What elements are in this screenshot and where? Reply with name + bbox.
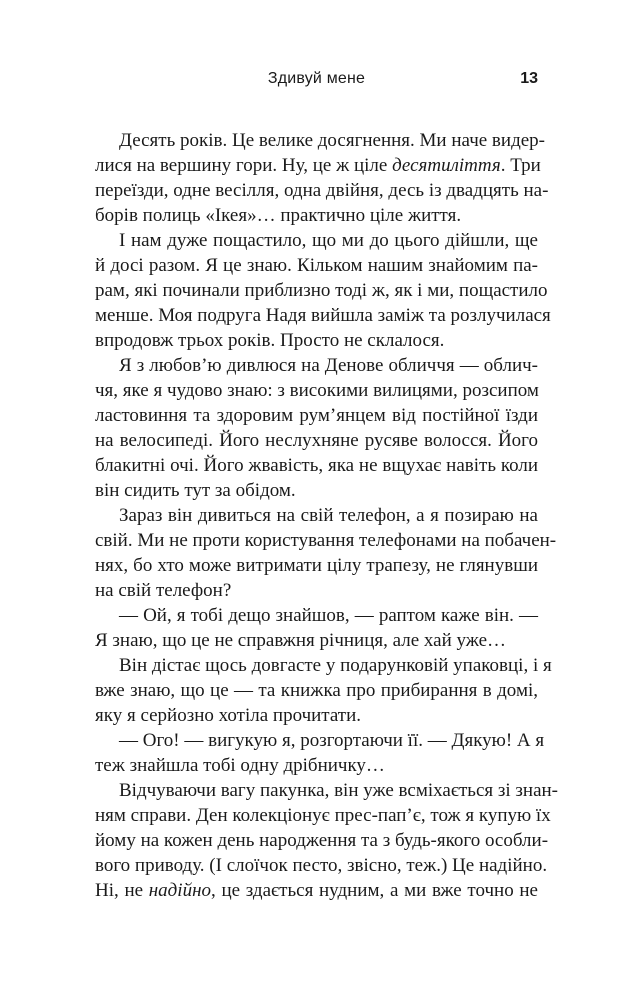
text-segment: , це здається нудним, а ми вже точно не xyxy=(211,880,538,901)
text-segment: переїзди, одне весілля, одна двійня, десь із двадцять на- xyxy=(95,180,549,201)
text-segment: на свій телефон? xyxy=(95,580,232,601)
text-segment: — Ого! — вигукую я, розгортаючи її. — Дякую! А я xyxy=(119,730,545,751)
text-line xyxy=(95,703,538,728)
text-line xyxy=(95,228,538,253)
text-line xyxy=(95,878,538,903)
text-segment: йому на кожен день народження та з будь-якого особли- xyxy=(95,830,549,851)
text-line xyxy=(95,628,538,653)
text-segment: яку я серйозно хотіла прочитати. xyxy=(95,705,361,726)
text-line xyxy=(95,828,549,853)
text-segment: він сидить тут за обідом. xyxy=(95,480,296,501)
text-line xyxy=(95,278,548,303)
text-line xyxy=(95,128,545,153)
text-segment: й досі разом. Я це знаю. Кільком нашим знайомим па- xyxy=(95,255,538,276)
text-line xyxy=(95,553,538,578)
text-line xyxy=(95,178,549,203)
text-line xyxy=(95,778,559,803)
text-segment: вже знаю, що це — та книжка про прибирання в домі, xyxy=(95,680,538,701)
text-segment: лися на вершину гори. Ну, це ж ціле xyxy=(95,155,393,176)
text-segment: Я знаю, що це не справжня річниця, але хай уже… xyxy=(95,630,507,651)
text-line xyxy=(95,653,552,678)
text-line xyxy=(95,428,538,453)
text-segment: борів полиць «Ікея»… практично ціле життя. xyxy=(95,205,462,226)
text-segment: Десять років. Це велике досягнення. Ми наче видер- xyxy=(119,130,545,151)
text-line xyxy=(95,353,538,378)
text-segment: теж знайшла тобі одну дрібничку… xyxy=(95,755,385,776)
page-number: 13 xyxy=(520,70,538,87)
text-segment: — Ой, я тобі дещо знайшов, — раптом каже він. — xyxy=(119,605,538,626)
text-line xyxy=(95,728,545,753)
text-segment: на велосипеді. Його неслухняне русяве волосся. Його xyxy=(95,430,538,451)
text-segment: рам, які починали приблизно тоді ж, як і ми, пощастило xyxy=(95,280,548,301)
text-line xyxy=(95,303,551,328)
text-segment: Я з любов’ю дивлюся на Денове обличчя — облич- xyxy=(119,355,538,376)
page-header xyxy=(95,70,538,94)
text-segment: нях, бо хто може витримати цілу трапезу, не глянувши xyxy=(95,555,538,576)
text-line xyxy=(95,678,538,703)
text-line xyxy=(95,328,538,353)
text-line xyxy=(95,453,538,478)
text-segment: ластовиння та здоровим рум’янцем від постійної їзди xyxy=(95,405,538,426)
text-line xyxy=(95,378,538,403)
text-line xyxy=(95,203,538,228)
text-segment: Зараз він дивиться на свій телефон, а я позираю на xyxy=(119,505,538,526)
text-line xyxy=(95,753,538,778)
text-segment: менше. Моя подруга Надя вийшла заміж та розлучилася xyxy=(95,305,551,326)
running-title: Здивуй мене xyxy=(267,70,366,87)
body-text xyxy=(95,128,559,903)
text-segment: ням справи. Ден колекціонує прес-пап’є, тож я купую їх xyxy=(95,805,551,826)
text-segment: . Три xyxy=(500,155,541,176)
text-segment: впродовж трьох років. Просто не склалося. xyxy=(95,330,445,351)
text-line xyxy=(95,403,538,428)
text-segment: Він дістає щось довгасте у подарунковій упаковці, і я xyxy=(119,655,552,676)
text-segment: Відчуваючи вагу пакунка, він уже всміхається зі знан- xyxy=(119,780,559,801)
emphasis-text: десятиліття xyxy=(392,155,501,176)
emphasis-text: надійно xyxy=(148,880,211,901)
text-line xyxy=(95,503,538,528)
text-line xyxy=(95,253,538,278)
text-line xyxy=(95,803,551,828)
text-segment: свій. Ми не проти користування телефонами на побачен- xyxy=(95,530,557,551)
text-segment: блакитні очі. Його жвавість, яка не вщухає навіть коли xyxy=(95,455,538,476)
text-line xyxy=(95,603,538,628)
text-segment: І нам дуже пощастило, що ми до цього дійшли, ще xyxy=(119,230,538,251)
text-segment: вого приводу. (І слоїчок песто, звісно, теж.) Це надійно. xyxy=(95,855,548,876)
text-segment: Ні, не xyxy=(95,880,149,901)
text-line xyxy=(95,853,548,878)
text-line xyxy=(95,153,541,178)
text-line xyxy=(95,478,538,503)
text-segment: чя, яке я чудово знаю: з високими вилицями, розсипом xyxy=(95,380,539,401)
text-line xyxy=(95,528,557,553)
text-line xyxy=(95,578,538,603)
